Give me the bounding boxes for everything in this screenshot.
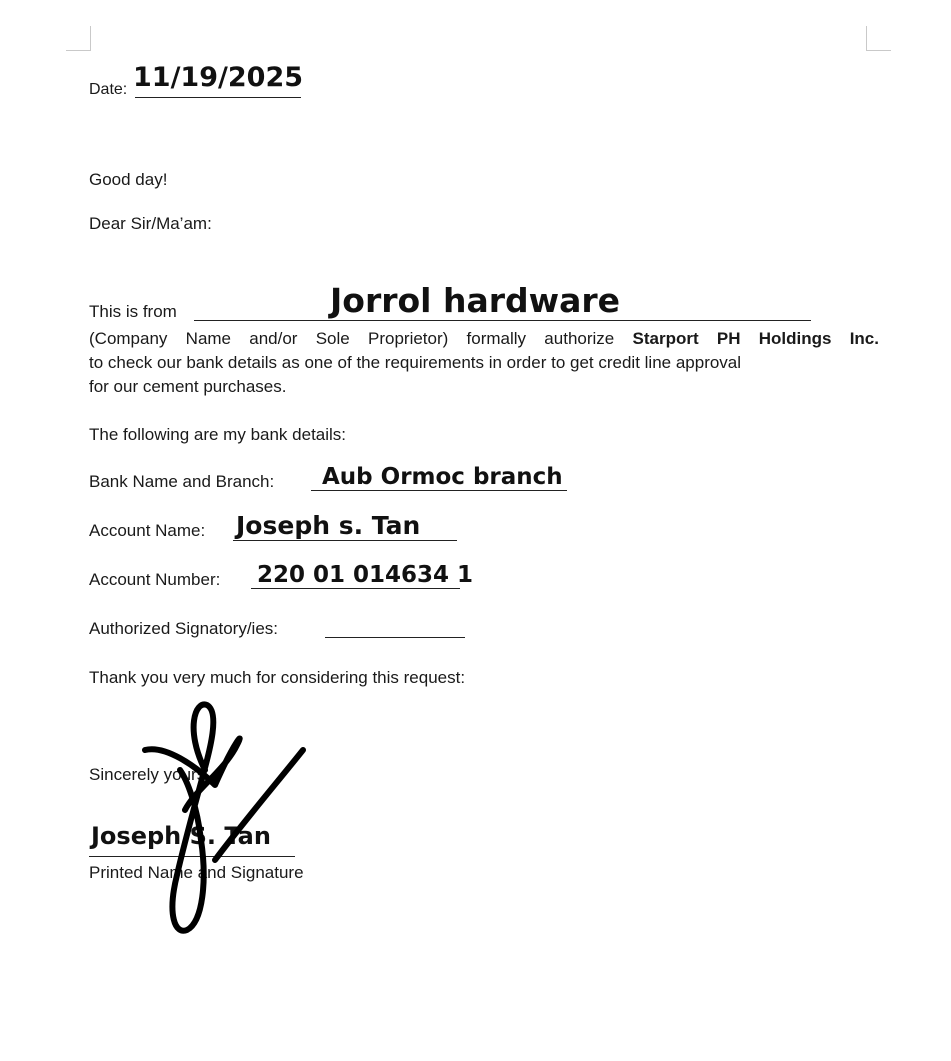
authorized-signatory-label: Authorized Signatory/ies: (89, 619, 278, 638)
closing-line: Sincerely yours, (89, 765, 210, 784)
account-name-underline (233, 540, 457, 541)
authorized-company: Starport PH Holdings Inc. (632, 329, 879, 348)
date-value: 11/19/2025 (133, 62, 304, 93)
company-underline (194, 320, 811, 321)
signature-loop-stroke (172, 704, 213, 930)
company-name-value: Jorrol hardware (330, 281, 621, 320)
account-number-label: Account Number: (89, 570, 221, 589)
paragraph-line-3: for our cement purchases. (89, 377, 287, 396)
bank-name-underline (311, 490, 567, 491)
bank-name-label: Bank Name and Branch: (89, 472, 275, 491)
authorized-signatory-underline (325, 637, 465, 638)
account-number-underline (251, 588, 460, 589)
authorization-paragraph (89, 327, 879, 399)
signature-tail-stroke (215, 750, 303, 860)
account-name-label: Account Name: (89, 521, 206, 540)
date-label: Date: (89, 81, 128, 98)
account-name-value: Joseph s. Tan (236, 511, 421, 540)
printed-name-caption: Printed Name and Signature (89, 863, 304, 882)
greeting: Good day! (89, 170, 168, 189)
thank-you-line: Thank you very much for considering this request: (89, 668, 466, 687)
salutation: Dear Sir/Ma’am: (89, 214, 212, 233)
paragraph-line-1-text: (Company Name and/or Sole Proprietor) formally authorize (89, 329, 633, 348)
from-label: This is from (89, 302, 177, 321)
handwritten-signature-icon (125, 690, 325, 950)
printed-name-value: Joseph S. Tan (91, 822, 271, 850)
page-corner-mark-top-right (866, 26, 891, 51)
paragraph-line-2: to check our bank details as one of the requirements in order to get credit line approval (89, 353, 742, 372)
date-underline (135, 97, 301, 98)
page-corner-mark-top-left (66, 26, 91, 51)
account-number-value: 220 01 014634 1 (257, 562, 474, 588)
bank-details-intro: The following are my bank details: (89, 425, 347, 444)
bank-name-value: Aub Ormoc branch (322, 464, 563, 490)
paragraph-line-1 (89, 327, 879, 351)
signature-cross-stroke (145, 738, 240, 810)
